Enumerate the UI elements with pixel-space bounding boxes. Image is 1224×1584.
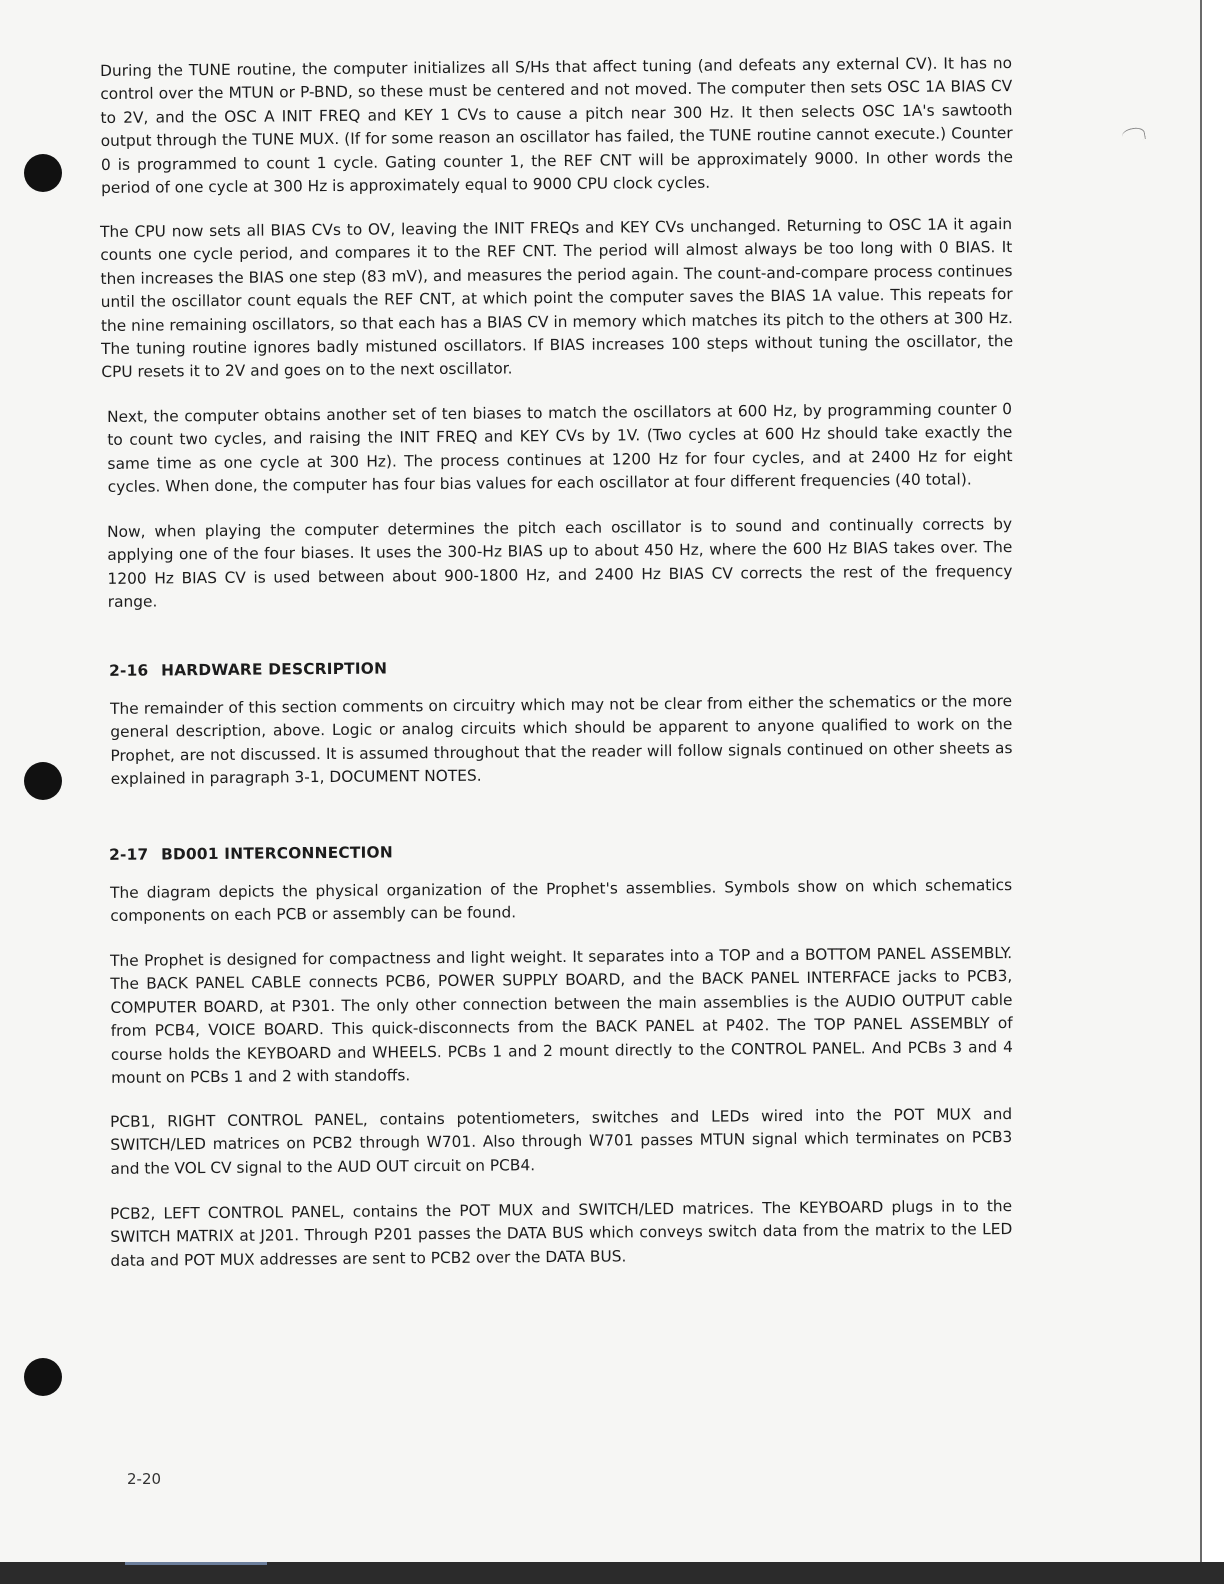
section-title: HARDWARE DESCRIPTION (160, 659, 388, 679)
punch-hole-icon (24, 762, 62, 800)
page-number: 2-20 (127, 1470, 162, 1488)
punch-hole-icon (24, 154, 62, 192)
paragraph-tune-intro: During the TUNE routine, the computer initializes all S/Hs that affect tuning (and defeats any external CV). It has no control over the MTUN or P-BND, so these must be centered and not moved. The computer then sets OSC 1A BIAS CV to 2V, and the OSC A INIT FREQ and KEY 1 CVs to cause a pitch near 300 Hz. It then selects OSC 1A's sawtooth output through the TUNE MUX. (If for some reason an oscillator has failed, the TUNE routine cannot execute.) Counter 0 is programmed to count 1 cycle. Gating counter 1, the REF CNT will be approximately 9000. In other words the period of one cycle at 300 Hz is approximately equal to 9000 CPU clock cycles. (100, 54, 1013, 198)
section-number: 2-16 (108, 661, 149, 680)
paragraph-bias-cvs: The CPU now sets all BIAS CVs to OV, leaving the INIT FREQs and KEY CVs unchanged. Returning to OSC 1A it again counts one cycle period, and compares it to the REF CNT. The period will almost always be too long with 0 BIAS. It then increases the BIAS one step (83 mV), and measures the period again. The count-and-compare process continues until the oscillator count equals the REF CNT, at which point the computer saves the BIAS 1A value. This repeats for the nine remaining oscillators, so that each has a BIAS CV in memory which matches its pitch to the others at 300 Hz. The tuning routine ignores badly mistuned oscillators. If BIAS increases 100 steps without tuning the oscillator, the CPU resets it to 2V and goes on to the next oscillator. (100, 215, 1014, 382)
paragraph-pcb2: PCB2, LEFT CONTROL PANEL, contains the POT MUX and SWITCH/LED matrices. The KEYBOARD plugs in to the SWITCH MATRIX at J201. Through P201 passes the DATA BUS which conveys switch data from the matrix to the LED data and POT MUX addresses are sent to PCB2 over the DATA BUS. (110, 1196, 1013, 1270)
paragraph-diagram: The diagram depicts the physical organization of the Prophet's assemblies. Symbols show on which schematics components on each PCB or assembly can be found. (110, 876, 1013, 926)
paragraph-hardware: The remainder of this section comments on circuitry which may not be clear from either the schematics or the more general description, above. Logic or analog circuits which should be apparent to anyone qualified to work on the Prophet, are not discussed. It is assumed throughout that the reader will follow signals continued on other sheets as explained in paragraph 3-1, DOCUMENT NOTES. (110, 691, 1013, 788)
punch-hole-icon (24, 1358, 62, 1396)
paragraph-compactness: The Prophet is designed for compactness and light weight. It separates into a TOP and a BOTTOM PANEL ASSEMBLY. The BACK PANEL CABLE connects PCB6, POWER SUPPLY BOARD, and the BACK PANEL INTERFACE jacks to PCB3, COMPUTER BOARD, at P301. The only other connection between the main assemblies is the AUDIO OUTPUT cable from PCB4, VOICE BOARD. This quick-disconnects from the BACK PANEL at P402. The TOP PANEL ASSEMBLY of course holds the KEYBOARD and WHEELS. PCBs 1 and 2 mount directly to the CONTROL PANEL. And PCBs 3 and 4 mount on PCBs 1 and 2 with standoffs. (110, 944, 1013, 1087)
paragraph-pcb1: PCB1, RIGHT CONTROL PANEL, contains potentiometers, switches and LEDs wired into the POT MUX and SWITCH/LED matrices on PCB2 through W701. Also through W701 passes MTUN signal which terminates on PCB3 and the VOL CV signal to the AUD OUT circuit on PCB4. (110, 1105, 1013, 1179)
paragraph-biases-600: Next, the computer obtains another set of ten biases to match the oscillators at 600 Hz, by programming counter 0 to count two cycles, and raising the INIT FREQ and KEY CVs by 1V. (Two cycles at 600 Hz should take exactly the same time as one cycle at 300 Hz). The process continues at 1200 Hz for four cycles, and at 2400 Hz for eight cycles. When done, the computer has four bias values for each oscillator at four different frequencies (40 total). (107, 400, 1013, 497)
page-right-edge (1200, 0, 1202, 1562)
paragraph-playing: Now, when playing the computer determines the pitch each oscillator is to sound and continually corrects by applying one of the four biases. It uses the 300-Hz BIAS up to about 450 Hz, where the 600 Hz BIAS takes over. The 1200 Hz BIAS CV is used between about 900-1800 Hz, and 2400 Hz BIAS CV corrects the rest of the frequency range. (107, 514, 1013, 612)
section-title: BD001 INTERCONNECTION (160, 843, 393, 864)
section-number: 2-17 (108, 845, 149, 865)
document-body (100, 54, 1014, 1420)
scanner-bottom-edge (0, 1562, 1224, 1584)
bottom-tab (125, 1562, 267, 1565)
